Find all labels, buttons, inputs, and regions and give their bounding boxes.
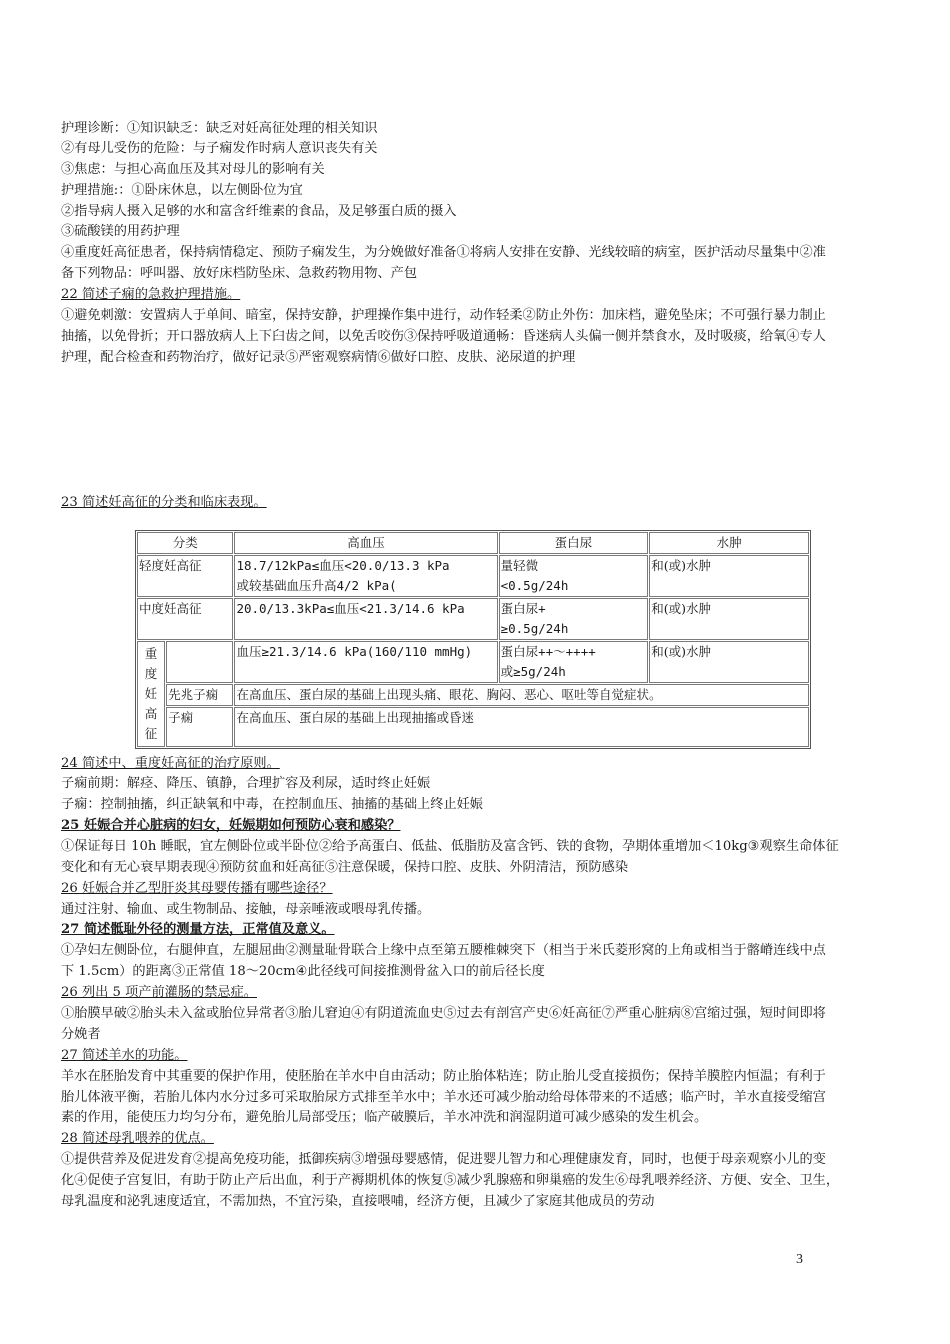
- body-text: 胎儿体液平衡，若胎儿体内水分过多可采取胎尿方式排至羊水中；羊水还可减少胎动给母体带来的不适感；临产时，羊水直接受缩宫: [61, 1090, 826, 1105]
- empty-cell: [166, 641, 233, 683]
- body-text: ①胎膜早破②胎头未入盆或胎位异常者③胎儿窘迫④有阴道流血史⑤过去有剖宫产史⑥妊高征⑦严重心脏病⑧宫缩过强，短时间即将: [61, 1006, 826, 1021]
- body-text: ①孕妇左侧卧位，右腿伸直，左腿屈曲②测量耻骨联合上缘中点至第五腰椎棘突下（相当于米氏菱形窝的上角或相当于髂嵴连线中点: [61, 943, 826, 958]
- question-heading: 28 简述母乳喂养的优点。: [61, 1131, 214, 1146]
- question-heading: 26 列出 5 项产前灌肠的禁忌症。: [61, 985, 257, 1000]
- label-char: 重: [144, 646, 158, 661]
- cell-text: 蛋白尿+: [500, 601, 546, 616]
- table-row: [137, 684, 809, 706]
- body-text: ①避免刺激：安置病人于单间、暗室，保持安静，护理操作集中进行，动作轻柔②防止外伤：加床档，避免坠床；不可强行暴力制止: [61, 308, 826, 323]
- question-heading: 25 妊娠合并心脏病的妇女，妊娠期如何预防心衰和感染？: [61, 818, 401, 833]
- proteinuria-cell: [499, 598, 649, 640]
- proteinuria-cell: [499, 641, 649, 683]
- body-text: 母乳温度和泌乳速度适宜，不需加热，不宜污染，直接喂哺，经济方便，且减少了家庭其他成员的劳动: [61, 1194, 655, 1209]
- cell-text: ≥0.5g/24h: [500, 621, 569, 636]
- edema-cell: 和(或)水肿: [649, 641, 809, 683]
- label-char: 度: [144, 666, 158, 681]
- table-row: [137, 641, 809, 683]
- cell-text: 或≥5g/24h: [500, 664, 566, 679]
- question-heading: 24 简述中、重度妊高征的治疗原则。: [61, 756, 280, 771]
- body-text: 分娩者: [61, 1027, 101, 1042]
- question-heading: 23 简述妊高征的分类和临床表现。: [61, 495, 267, 510]
- body-text: ②有母儿受伤的危险：与子痫发作时病人意识丧失有关: [61, 141, 378, 156]
- cell-text: 或较基础血压升高4/2 kPa(: [236, 578, 397, 593]
- row-label: 中度妊高征: [137, 598, 233, 640]
- body-text: ④重度妊高征患者，保持病情稳定、预防子痫发生，为分娩做好准备①将病人安排在安静、光线较暗的病室，医护活动尽量集中②准: [61, 245, 826, 260]
- table-header-row: [137, 532, 809, 554]
- row-label: 子痫: [166, 707, 233, 747]
- description-cell: 在高血压、蛋白尿的基础上出现抽搐或昏迷: [234, 707, 809, 747]
- description-cell: 在高血压、蛋白尿的基础上出现头痛、眼花、胸闷、恶心、呕吐等自觉症状。: [234, 684, 809, 706]
- cell-text: 量轻微: [500, 558, 539, 573]
- header-edema: 水肿: [649, 532, 809, 554]
- edema-cell: 和(或)水肿: [649, 598, 809, 640]
- body-text: 素的作用，能使压力均匀分布，避免胎儿局部受压；临产破膜后，羊水冲洗和润湿阴道可减少感染的发生机会。: [61, 1110, 708, 1125]
- body-text: 变化和有无心衰早期表现④预防贫血和妊高征⑤注意保暖，保持口腔、皮肤、外阴清洁，预防感染: [61, 860, 629, 875]
- body-text: 护理，配合检查和药物治疗，做好记录⑤严密观察病情⑥做好口腔、皮肤、泌尿道的护理: [61, 350, 576, 365]
- body-text: 子痫：控制抽搐，纠正缺氧和中毒，在控制血压、抽搐的基础上终止妊娠: [61, 797, 483, 812]
- table-row: [137, 598, 809, 640]
- question-heading: 27 简述羊水的功能。: [61, 1048, 188, 1063]
- label-char: 征: [144, 726, 158, 741]
- body-text: 子痫前期：解痉、降压、镇静，合理扩容及利尿，适时终止妊娠: [61, 776, 431, 791]
- body-text: ①保证每日 10h 睡眠，宜左侧卧位或半卧位②给予高蛋白、低盐、低脂肪及富含钙、铁的食物，孕期体重增加＜10kg③观察生命体征: [61, 839, 839, 854]
- header-category: 分类: [137, 532, 233, 554]
- row-label: 先兆子痫: [166, 684, 233, 706]
- proteinuria-cell: [499, 555, 649, 597]
- cell-text: <0.5g/24h: [500, 578, 569, 593]
- question-heading: 22 简述子痫的急救护理措施。: [61, 287, 241, 302]
- body-text: ③硫酸镁的用药护理: [61, 224, 180, 239]
- body-text: 护理措施:：①卧床休息，以左侧卧位为宜: [61, 183, 303, 198]
- body-text: 通过注射、输血、或生物制品、接触，母亲唾液或喂母乳传播。: [61, 902, 431, 917]
- body-text: 羊水在胚胎发育中其重要的保护作用，使胚胎在羊水中自由活动；防止胎体粘连；防止胎儿受直接损伤；保持羊膜腔内恒温；有利于: [61, 1069, 826, 1084]
- page-number: 3: [796, 1252, 803, 1267]
- edema-cell: 和(或)水肿: [649, 555, 809, 597]
- question-heading: 26 妊娠合并乙型肝炎其母婴传播有哪些途径？: [61, 881, 333, 896]
- body-text: 抽搐，以免骨折；开口器放病人上下臼齿之间，以免舌咬伤③保持呼吸道通畅：昏迷病人头偏一侧并禁食水，及时吸痰，给氧④专人: [61, 329, 826, 344]
- body-text: 化④促使子宫复旧，有助于防止产后出血，利于产褥期机体的恢复⑤减少乳腺癌和卵巢癌的发生⑥母乳喂养经济、方便、安全、卫生，: [61, 1173, 840, 1188]
- bp-cell: 血压≥21.3/14.6 kPa(160/110 mmHg): [234, 641, 497, 683]
- severe-label: [137, 641, 165, 747]
- bp-cell: 20.0/13.3kPa≤血压<21.3/14.6 kPa: [234, 598, 497, 640]
- header-proteinuria: 蛋白尿: [499, 532, 649, 554]
- table-row: [137, 555, 809, 597]
- body-text: 下 1.5cm）的距离③正常值 18～20cm④此径线可间接推测骨盆入口的前后径长度: [61, 964, 545, 979]
- body-text: ③焦虑：与担心高血压及其对母儿的影响有关: [61, 162, 325, 177]
- body-text: 护理诊断：①知识缺乏：缺乏对妊高征处理的相关知识: [61, 121, 378, 136]
- label-char: 高: [144, 706, 158, 721]
- cell-text: 蛋白尿++～++++: [500, 644, 596, 659]
- body-text: ②指导病人摄入足够的水和富含纤维素的食品，及足够蛋白质的摄入: [61, 204, 457, 219]
- classification-table: [135, 530, 811, 749]
- table-row: [137, 707, 809, 747]
- body-text: 备下列物品：呼叫器、放好床档防坠床、急救药物用物、产包: [61, 266, 418, 281]
- bp-cell: [234, 555, 497, 597]
- label-char: 妊: [144, 686, 158, 701]
- body-text: ①提供营养及促进发育②提高免疫功能，抵御疾病③增强母婴感情，促进婴儿智力和心理健康发育，同时，也便于母亲观察小儿的变: [61, 1152, 826, 1167]
- cell-text: 18.7/12kPa≤血压<20.0/13.3 kPa: [236, 558, 450, 573]
- row-label: 轻度妊高征: [137, 555, 233, 597]
- question-heading: 27 简述骶耻外径的测量方法，正常值及意义。: [61, 922, 335, 937]
- header-hypertension: 高血压: [234, 532, 497, 554]
